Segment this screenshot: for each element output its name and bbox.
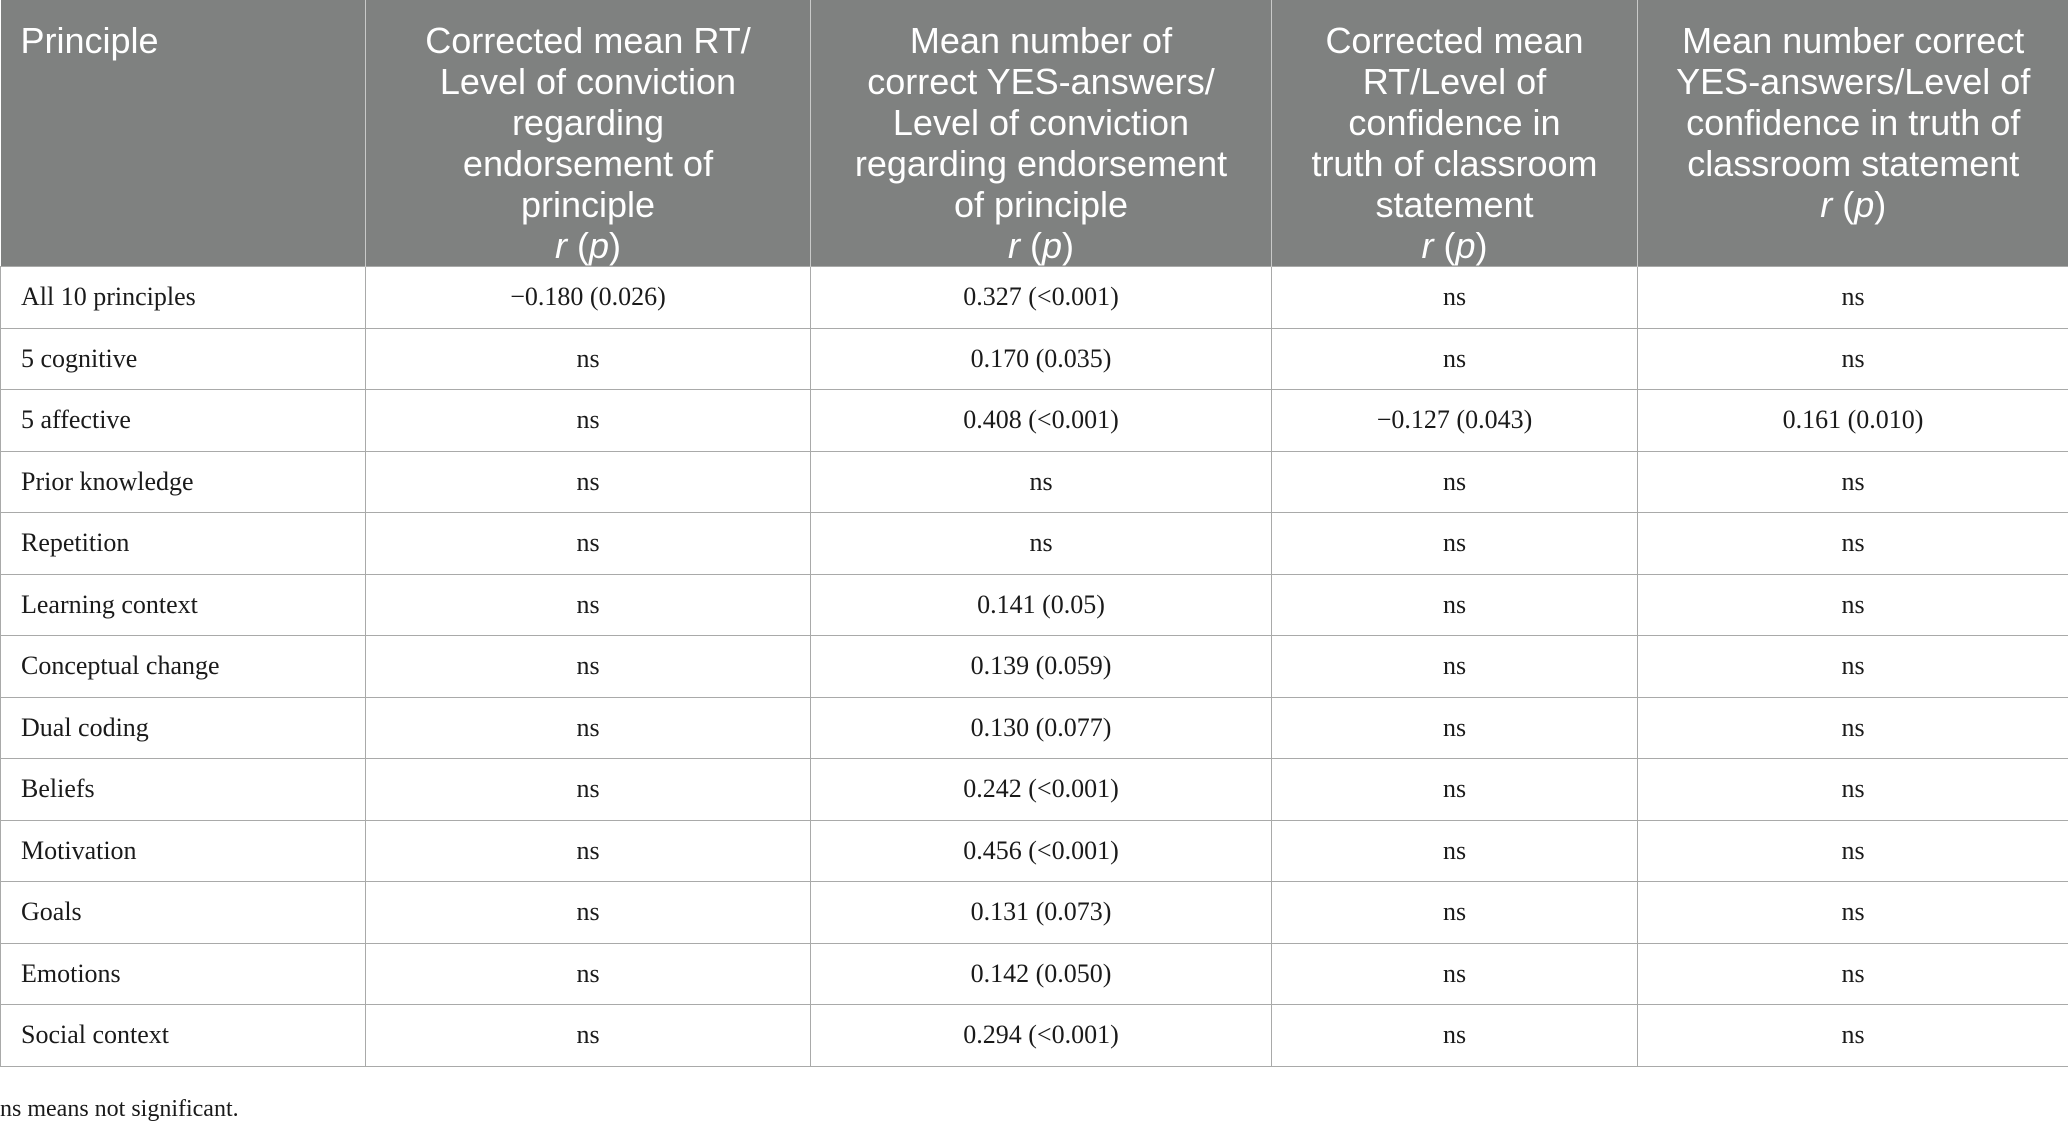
column-header-line: correct YES-answers/ xyxy=(867,61,1215,102)
table-row xyxy=(1,820,2068,882)
value-cell: 0.456 (<0.001) xyxy=(811,820,1272,882)
table-row xyxy=(1,267,2068,329)
column-header-4 xyxy=(1638,0,2068,267)
stat-r-symbol: r xyxy=(554,225,567,266)
value-cell: ns xyxy=(811,513,1272,575)
row-label-cell: Social context xyxy=(1,1005,366,1067)
table-footnote: ns means not significant. xyxy=(0,1096,239,1122)
value-cell: 0.141 (0.05) xyxy=(811,574,1272,636)
value-cell: 0.408 (<0.001) xyxy=(811,390,1272,452)
value-cell: ns xyxy=(1272,697,1638,759)
table-body xyxy=(1,267,2068,1067)
stat-open-paren: ( xyxy=(566,225,589,266)
column-header-statistic xyxy=(1284,225,1625,266)
row-label-cell: Repetition xyxy=(1,513,366,575)
column-header-line: Level of conviction xyxy=(439,61,737,102)
value-cell: ns xyxy=(1638,943,2068,1005)
column-header-line: regarding endorsement xyxy=(854,143,1228,184)
header-row xyxy=(1,0,2068,267)
stat-r-symbol: r xyxy=(1421,225,1434,266)
column-header-line: Corrected mean xyxy=(1325,20,1584,61)
column-header-line: RT/Level of xyxy=(1362,61,1547,102)
table-row xyxy=(1,882,2068,944)
table-row xyxy=(1,574,2068,636)
row-label-cell: Dual coding xyxy=(1,697,366,759)
value-cell: ns xyxy=(1638,636,2068,698)
value-cell: ns xyxy=(1638,697,2068,759)
column-header-line: Mean number of xyxy=(909,20,1173,61)
value-cell: ns xyxy=(366,390,811,452)
column-header-line: Corrected mean RT/ xyxy=(425,20,751,61)
column-header-line: confidence in truth of xyxy=(1686,102,2021,143)
value-cell: ns xyxy=(1272,882,1638,944)
row-label-cell: All 10 principles xyxy=(1,267,366,329)
value-cell: ns xyxy=(1272,636,1638,698)
value-cell: 0.327 (<0.001) xyxy=(811,267,1272,329)
value-cell: ns xyxy=(1272,820,1638,882)
value-cell: ns xyxy=(1638,1005,2068,1067)
column-header-line: endorsement of xyxy=(462,143,714,184)
stat-p-symbol: p xyxy=(1041,225,1063,266)
value-cell: 0.170 (0.035) xyxy=(811,328,1272,390)
row-label-cell: Beliefs xyxy=(1,759,366,821)
column-header-line: regarding xyxy=(511,102,665,143)
value-cell: −0.180 (0.026) xyxy=(366,267,811,329)
value-cell: ns xyxy=(1272,513,1638,575)
value-cell: ns xyxy=(1272,759,1638,821)
column-header-line: statement xyxy=(1375,184,1534,225)
value-cell: ns xyxy=(1638,513,2068,575)
value-cell: ns xyxy=(1638,820,2068,882)
column-header-3 xyxy=(1272,0,1638,267)
row-label-cell: Emotions xyxy=(1,943,366,1005)
value-cell: 0.242 (<0.001) xyxy=(811,759,1272,821)
value-cell: 0.161 (0.010) xyxy=(1638,390,2068,452)
column-header-0 xyxy=(1,0,366,267)
stat-p-symbol: p xyxy=(588,225,610,266)
value-cell: ns xyxy=(1272,574,1638,636)
row-label-cell: Goals xyxy=(1,882,366,944)
table-row xyxy=(1,943,2068,1005)
value-cell: ns xyxy=(1272,451,1638,513)
value-cell: ns xyxy=(366,820,811,882)
row-label-cell: Motivation xyxy=(1,820,366,882)
table-row xyxy=(1,451,2068,513)
stat-close-paren: ) xyxy=(1475,225,1488,266)
row-label-cell: 5 affective xyxy=(1,390,366,452)
stat-open-paren: ( xyxy=(1433,225,1456,266)
value-cell: 0.142 (0.050) xyxy=(811,943,1272,1005)
column-header-1 xyxy=(366,0,811,267)
stat-p-symbol: p xyxy=(1854,184,1875,225)
value-cell: ns xyxy=(1638,451,2068,513)
row-label-cell: Conceptual change xyxy=(1,636,366,698)
value-cell: ns xyxy=(1638,759,2068,821)
value-cell: 0.139 (0.059) xyxy=(811,636,1272,698)
value-cell: ns xyxy=(366,574,811,636)
column-header-line: of principle xyxy=(953,184,1129,225)
stat-close-paren: ) xyxy=(1062,225,1075,266)
column-header-line: Mean number correct xyxy=(1682,20,2025,61)
value-cell: ns xyxy=(1638,328,2068,390)
stat-p-symbol: p xyxy=(1455,225,1476,266)
stat-r-symbol: r xyxy=(1007,225,1020,266)
value-cell: ns xyxy=(366,1005,811,1067)
value-cell: ns xyxy=(1272,1005,1638,1067)
row-label-cell: 5 cognitive xyxy=(1,328,366,390)
stat-r-symbol: r xyxy=(1820,184,1833,225)
column-header-line: truth of classroom xyxy=(1311,143,1598,184)
value-cell: ns xyxy=(366,882,811,944)
value-cell: ns xyxy=(366,451,811,513)
table-row xyxy=(1,636,2068,698)
column-header-line: Level of conviction xyxy=(892,102,1190,143)
column-header-line: classroom statement xyxy=(1687,143,2020,184)
value-cell: ns xyxy=(1638,882,2068,944)
table-row xyxy=(1,697,2068,759)
value-cell: 0.131 (0.073) xyxy=(811,882,1272,944)
column-header-2 xyxy=(811,0,1272,267)
value-cell: ns xyxy=(366,328,811,390)
value-cell: ns xyxy=(1638,267,2068,329)
table-row xyxy=(1,390,2068,452)
value-cell: ns xyxy=(1272,267,1638,329)
value-cell: ns xyxy=(366,943,811,1005)
column-header-line: Principle xyxy=(20,20,159,61)
value-cell: ns xyxy=(366,513,811,575)
value-cell: ns xyxy=(1638,574,2068,636)
stat-open-paren: ( xyxy=(1832,184,1855,225)
stat-close-paren: ) xyxy=(609,225,622,266)
value-cell: 0.294 (<0.001) xyxy=(811,1005,1272,1067)
table-row xyxy=(1,1005,2068,1067)
table-row xyxy=(1,513,2068,575)
table-row xyxy=(1,328,2068,390)
stat-open-paren: ( xyxy=(1019,225,1042,266)
column-header-line: confidence in xyxy=(1348,102,1561,143)
stat-close-paren: ) xyxy=(1874,184,1887,225)
value-cell: ns xyxy=(1272,943,1638,1005)
value-cell: ns xyxy=(366,636,811,698)
row-label-cell: Learning context xyxy=(1,574,366,636)
table-header xyxy=(1,0,2068,267)
column-header-line: YES-answers/Level of xyxy=(1676,61,2031,102)
table-row xyxy=(1,759,2068,821)
column-header-statistic xyxy=(378,225,798,266)
column-header-line: principle xyxy=(520,184,656,225)
value-cell: ns xyxy=(366,759,811,821)
value-cell: 0.130 (0.077) xyxy=(811,697,1272,759)
column-header-statistic xyxy=(1650,184,2057,225)
value-cell: ns xyxy=(366,697,811,759)
value-cell: ns xyxy=(1272,328,1638,390)
value-cell: ns xyxy=(811,451,1272,513)
value-cell: −0.127 (0.043) xyxy=(1272,390,1638,452)
row-label-cell: Prior knowledge xyxy=(1,451,366,513)
column-header-statistic xyxy=(823,225,1259,266)
